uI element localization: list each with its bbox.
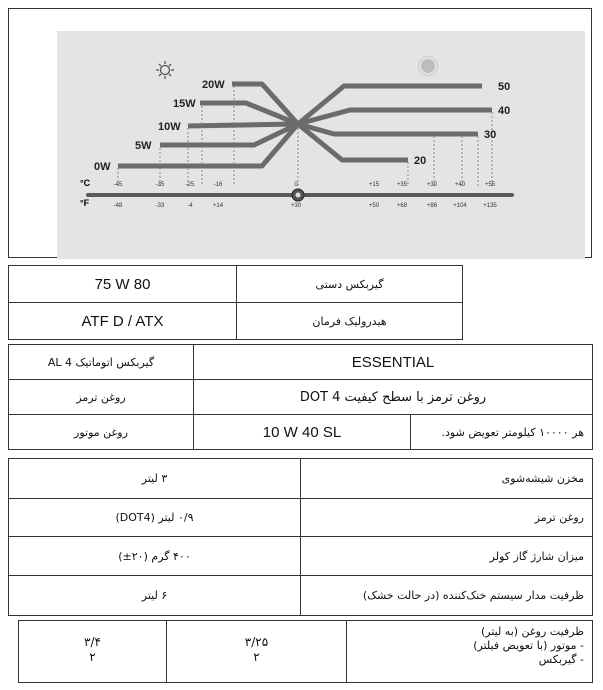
label-0w: 0W [94, 161, 111, 173]
brake-oil-value: روغن ترمز با سطح کیفیت DOT 4 [194, 380, 593, 415]
brake-oil-label: روغن ترمز [9, 380, 194, 415]
winter-grade-bands [118, 84, 298, 166]
engine-oil-capacity-1: ۳/۲۵ [244, 635, 269, 649]
label-15w: 15W [173, 98, 196, 110]
gearbox-label: - گیربکس [538, 653, 584, 666]
ac-gas-charge-value: ۴۰۰ گرم (۲۰±) [9, 537, 301, 576]
washer-reservoir-value: ۳ لیتر [9, 459, 301, 499]
f-tick: +68 [396, 203, 408, 209]
f-tick: -48 [113, 203, 123, 209]
table-row [9, 266, 463, 303]
table-row [19, 621, 593, 683]
label-20: 20 [414, 155, 427, 167]
coolant-capacity-value: ۶ لیتر [9, 576, 301, 616]
washer-reservoir-label: مخزن شیشه‌شوی [301, 459, 593, 499]
hot-sun-icon [419, 57, 438, 76]
gearbox-oil-capacity-1: ۲ [253, 650, 260, 664]
fluids-table-2 [8, 344, 593, 450]
oil-capacity-title: ظرفیت روغن (به لیتر) [480, 625, 584, 638]
capacities-table [8, 458, 593, 616]
oil-capacity-labels [347, 621, 593, 683]
c-tick: -25 [185, 182, 195, 188]
table-row [9, 345, 593, 380]
label-50: 50 [498, 81, 511, 93]
c-tick: 0 [294, 182, 298, 188]
power-steering-label: هیدرولیک فرمان [237, 303, 463, 340]
c-tick: +55 [484, 182, 496, 188]
table-row [9, 537, 593, 576]
band-40 [298, 110, 492, 124]
power-steering-value: ATF D / ATX [9, 303, 237, 340]
fahrenheit-label: °F [80, 198, 90, 208]
c-tick: +40 [454, 182, 466, 188]
label-10w: 10W [158, 121, 181, 133]
f-tick: +30 [290, 203, 302, 209]
table-row [9, 499, 593, 537]
c-tick: -35 [155, 182, 165, 188]
band-10w [188, 124, 298, 126]
fluids-table-1 [8, 265, 463, 340]
engine-with-filter-label: - موتور (با تعویض فیلتر) [473, 639, 584, 652]
c-tick: -16 [213, 182, 223, 188]
band-30 [298, 124, 478, 134]
gearbox-oil-capacity-2: ۲ [89, 650, 96, 664]
f-tick: -33 [155, 203, 165, 209]
f-tick: -4 [187, 203, 193, 209]
celsius-label: °C [80, 178, 91, 188]
f-tick: +14 [212, 203, 224, 209]
brake-fluid-capacity-value: ۰/۹ لیتر (DOT4) [9, 499, 301, 537]
engine-oil-label: روغن موتور [9, 415, 194, 450]
engine-oil-value: 10 W 40 SL [194, 415, 411, 450]
viscosity-chart [0, 0, 603, 262]
table-row [9, 415, 593, 450]
c-tick: -45 [113, 182, 123, 188]
c-tick: +30 [426, 182, 438, 188]
label-5w: 5W [135, 140, 152, 152]
ac-gas-charge-label: میزان شارژ گاز کولر [301, 537, 593, 576]
coolant-capacity-label: ظرفیت مدار سیستم خنک‌کننده (در حالت خشک) [301, 576, 593, 616]
f-tick: +86 [426, 203, 438, 209]
cold-sun-icon [156, 61, 174, 79]
table-row [9, 459, 593, 499]
table-row [9, 303, 463, 340]
table-row [9, 380, 593, 415]
auto-gearbox-label: گیربکس اتوماتیک AL 4 [9, 345, 194, 380]
brake-fluid-capacity-label: روغن ترمز [301, 499, 593, 537]
label-40: 40 [498, 105, 511, 117]
summer-grade-bands [298, 86, 492, 160]
c-tick: +15 [368, 182, 380, 188]
label-20w: 20W [202, 79, 225, 91]
auto-gearbox-value: ESSENTIAL [194, 345, 593, 380]
manual-gearbox-label: گیربکس دستی [237, 266, 463, 303]
oil-capacity-col1 [167, 621, 347, 683]
oil-capacity-table [18, 620, 593, 683]
f-tick: +104 [453, 203, 467, 209]
c-tick: +35 [396, 182, 408, 188]
engine-oil-note: هر ۱۰۰۰۰ کیلومتر تعویض شود. [411, 415, 593, 450]
f-tick: +135 [483, 203, 497, 209]
label-30: 30 [484, 129, 497, 141]
f-tick: +50 [368, 203, 380, 209]
manual-gearbox-value: 75 W 80 [9, 266, 237, 303]
engine-oil-capacity-2: ۳/۴ [84, 635, 101, 649]
oil-capacity-col2 [19, 621, 167, 683]
table-row [9, 576, 593, 616]
zero-marker-center [296, 193, 301, 198]
